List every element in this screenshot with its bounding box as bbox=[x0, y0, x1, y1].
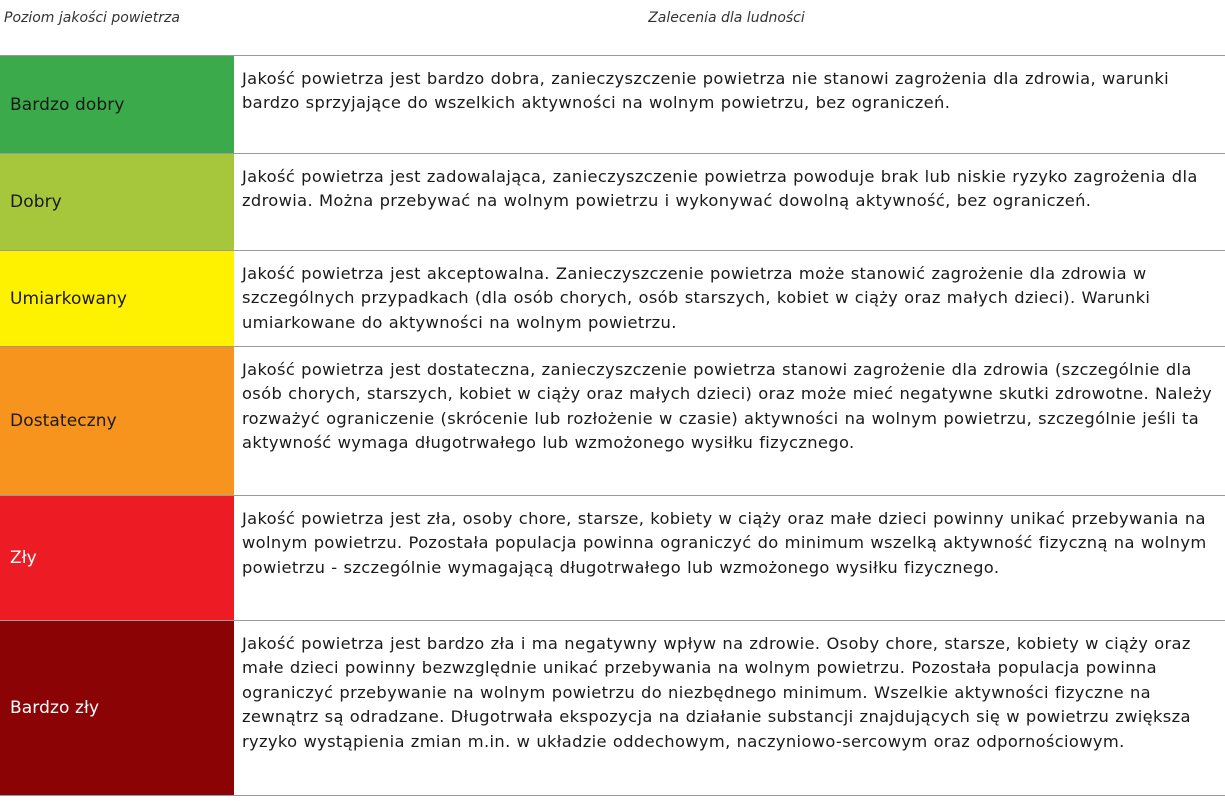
recommendation-cell-umiarkowany: Jakość powietrza jest akceptowalna. Zanieczyszczenie powietrza może stanowić zagrożenie dla zdrowia w szczególnych przypadkach (dla osób chorych, osób starszych, kobiet w ciąży oraz małych dzieci). Warunki umiarkowane do aktywności na wolnym powietrzu. bbox=[242, 264, 1151, 332]
level-cell-dostateczny: Dostateczny bbox=[0, 347, 234, 495]
level-cell-umiarkowany: Umiarkowany bbox=[0, 251, 234, 346]
table-row-dobry bbox=[0, 154, 1225, 251]
table-row-umiarkowany bbox=[0, 251, 1225, 347]
level-cell-zly: Zły bbox=[0, 496, 234, 620]
level-cell-bardzo-zly: Bardzo zły bbox=[0, 621, 234, 795]
recommendation-cell-bardzo-dobry: Jakość powietrza jest bardzo dobra, zanieczyszczenie powietrza nie stanowi zagrożenia dla zdrowia, warunki bardzo sprzyjające do wszelkich aktywności na wolnym powietrzu, bez ograniczeń. bbox=[242, 69, 1170, 113]
header-level-label: Poziom jakości powietrza bbox=[4, 10, 180, 26]
table-row-bardzo-dobry bbox=[0, 56, 1225, 154]
recommendation-cell-dostateczny: Jakość powietrza jest dostateczna, zanieczyszczenie powietrza stanowi zagrożenie dla zdrowia (szczególnie dla osób chorych, starszych, kobiet w ciąży oraz małych dzieci) oraz może mieć negatywne skutki zdrowotne. Należy rozważyć ograniczenie (skrócenie lub rozłożenie w czasie) aktywności na wolnym powietrzu, szczególnie jeśli ta aktywność wymaga długotrwałego lub wzmożonego wysiłku fizycznego. bbox=[242, 360, 1213, 453]
level-cell-bardzo-dobry: Bardzo dobry bbox=[0, 56, 234, 153]
table-row-dostateczny bbox=[0, 347, 1225, 496]
recommendation-cell-dobry: Jakość powietrza jest zadowalająca, zanieczyszczenie powietrza powoduje brak lub niskie ryzyko zagrożenia dla zdrowia. Można przebywać na wolnym powietrzu i wykonywać dowolną aktywność, bez ograniczeń. bbox=[242, 167, 1198, 211]
air-quality-table bbox=[0, 55, 1225, 796]
table-header bbox=[0, 0, 1225, 40]
table-row-bardzo-zly bbox=[0, 621, 1225, 796]
table-row-zly bbox=[0, 496, 1225, 621]
recommendation-cell-bardzo-zly: Jakość powietrza jest bardzo zła i ma negatywny wpływ na zdrowie. Osoby chore, starsze, kobiety w ciąży oraz małe dzieci powinny bezwzględnie unikać przebywania na wolnym powietrzu. Pozostała populacja powinna ograniczyć przebywanie na wolnym powietrzu do niezbędnego minimum. Wszelkie aktywności fizyczne na zewnątrz są odradzane. Długotrwała ekspozycja na działanie substancji znajdujących się w powietrzu zwiększa ryzyko wystąpienia zmian m.in. w układzie oddechowym, naczyniowo-sercowym oraz odpornościowym. bbox=[242, 634, 1191, 751]
recommendation-cell-zly: Jakość powietrza jest zła, osoby chore, starsze, kobiety w ciąży oraz małe dzieci powinny unikać przebywania na wolnym powietrzu. Pozostała populacja powinna ograniczyć do minimum wszelką aktywność fizyczną na wolnym powietrzu - szczególnie wymagającą długotrwałego lub wzmożonego wysiłku fizycznego. bbox=[242, 509, 1207, 577]
header-recommendations-label: Zalecenia dla ludności bbox=[648, 10, 805, 26]
level-cell-dobry: Dobry bbox=[0, 154, 234, 250]
